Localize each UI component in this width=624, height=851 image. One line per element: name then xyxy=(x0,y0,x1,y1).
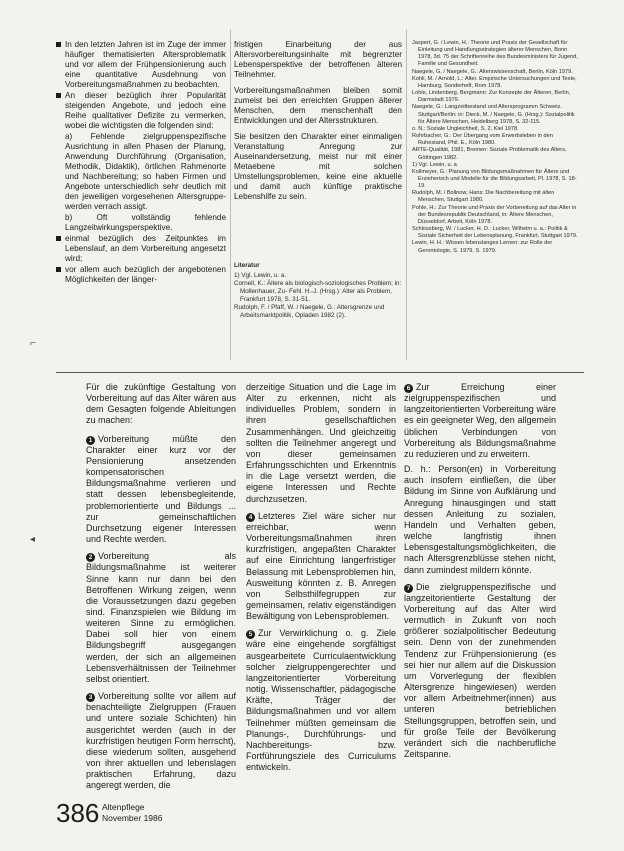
upper-right-references xyxy=(412,40,580,255)
intro-paragraph: Für die zukünftige Gestaltung von Vorbereitung auf das Alter wären aus dem Gesagten folgende Ableitungen zu machen: xyxy=(86,382,236,426)
reference-entry: o. N.: Soziale Ungleichheit, S. 2, Kiel 1978. xyxy=(412,125,519,132)
reference-entry: 1) Vgl. Lewin, u. a. xyxy=(412,161,459,168)
margin-mark: ⌐ xyxy=(30,338,36,349)
numbered-item: 4 Letzteres Ziel wäre sicher nur erreichbar, wenn Vorbereitungsmaßnahmen ihren kurzfristigen, angepaßten Charakter auf eine Einrichtung langerfristiger Belassung mit Lebensproblemen hin, Ausweitung könnten z. B. Anregen von Selbsthilfegruppen zur gemeinsamen, relativ eigenständigen Bewältigung von Lebensproblemen. xyxy=(246,510,396,622)
bullet-item: In den letzten Jahren ist im Zuge der immer häufiger thematisierten Altersproblematik und vor allem der Frühpensionierung auch eine quantitative Ausdehnung von Vorbereitungsmaßnahmen zu beobachten. xyxy=(56,40,226,90)
number-1-icon: 1 xyxy=(86,436,95,445)
literature-block xyxy=(234,262,402,320)
paragraph: fristigen Einarbeitung der aus Altersvorbereitungsinhalte mit begrenzter Lebensperspektive der betroffenen älteren Teilnehmer. xyxy=(234,40,402,79)
reference-entry: Naegele, G. / Naegele, G.: Alterswissenschaft, Berlin, Köln 1979. xyxy=(412,68,573,75)
lower-left-column xyxy=(86,382,236,791)
literature-entry: 1) Vgl. Lewin, u. a. xyxy=(234,272,287,280)
bullet-square-icon xyxy=(56,236,61,241)
literature-heading: Literatur xyxy=(234,262,260,269)
lower-middle-column xyxy=(246,382,396,773)
paragraph: D. h.: Person(en) in Vorbereitung auch insofern einfließen, die über Bildung im Sinne von Aufklärung und Anregung hinausgingen und statt dessen Anleitung zu sozialen, Handeln und Verhalten geben, welche langfristig ihnen Lebensgestaltungsmöglichkeiten, die nach Altersgrenzblüsse stehen nicht, dann zumindest mildern könnte. xyxy=(404,464,556,575)
literature-entry: Cornell, K.: Ältere als biologisch-soziologisches Problem; in: Mollenhauer, Zu- Fehl. H.-J. (Hrsg.): Alter als Problem, Frankfurt 1978, S. 31-51. xyxy=(234,280,402,304)
reference-entry: Pohle, H.: Zur Theorie und Praxis der Vorbereitung auf das Alter in der Bundesrepublik Deutschland, in: Ältere Menschen, Düsseldorf, Arbeit, Köln 1978. xyxy=(412,204,577,225)
paragraph: Vorbereitungsmaßnahmen bleiben somit zumeist bei den erreichten Gruppen älterer Menschen, dem menschenhaft den Entwicklungen und der Altersstrukturen. xyxy=(234,86,402,125)
number-2-icon: 2 xyxy=(86,553,95,562)
sub-item-a: a) Fehlende zielgruppenspezifische Ausrichtung in allen Phasen der Planung, Anwendung Durchführung (Organisation, Methodik, Didaktik), örtlichen Rahmenorte und Nachbereitung; so haben Firmen und Angebote unterschiedlich sehr deutlich mit den jeweiligen vorgesehenen Altersgruppe- werden verrach assigt. xyxy=(65,132,226,211)
numbered-item: 7 Die zielgruppenspezifische und langzeitorientierte Gestaltung der Vorbereitung auf das Alter wird vermutlich in Zukunft von noch größerer sozialpolitischer Bedeutung sein. Denn von der zunehmenden Tendenz zur Frühpensionierung (es sei hier nur allem auf die Diskussion um Vorverlegung der flexiblen Altersgrenze hingewiesen) werden vor allem Arbeitnehmer(innen) aus unteren betrieblichen Stellungsgruppen, betroffen sein, und für große Teile der Bevölkerung verändert sich die nachberufliche Zeitspanne. xyxy=(404,581,556,759)
journal-issue: November 1986 xyxy=(102,812,163,823)
reference-entry: Kollmeyer, G.: Planung von Bildungsmaßnahmen für Ältere und Erzieherisch und Modelle für die Bildungsarbeit, Pl. 1978, S. 18-19. xyxy=(412,168,577,190)
bullet-item: An dieser bezüglich ihrer Popularität steigenden Angebote, und jedoch eine Reihe qualitativer Defizite zu vermerken, wobei die wichtigsten die folgenden sind: xyxy=(56,91,226,131)
upper-left-column xyxy=(56,40,226,286)
bullet-square-icon xyxy=(56,267,61,272)
paragraph: Sie besitzen den Charakter einer einmaligen Veranstaltung Anregung zur Auseinandersetzung, meist nur mit einer Metaebene mit solchen Umstellungsproblemen, keine eine aktuelle und damit auch künftige praktische Lebenshilfe zu sein. xyxy=(234,132,402,201)
numbered-item: 2 Vorbereitung als Bildungsmaßnahme ist weiterer Sinne kann nur dann bei den Betroffenen Wirkung zeigen, wenn die Voraussetzungen dazu gegeben sind. Finanzspielen wie Bildung im weiteren Sinne zu ermöglichen. Dabei soll hier von einem Bildungsbegriff ausgegangen werden, der sich an allgemeinen Lebensverhältnissen der Teilnehmer selbst orientiert. xyxy=(86,551,236,684)
section-divider xyxy=(56,372,584,373)
number-6-icon: 6 xyxy=(404,384,413,393)
reference-entry: Rudolph, M. / Bollnow, Hans: Die Nachbereitung mit alten Menschen, Stuttgart 1980. xyxy=(412,190,555,204)
reference-entry: Rohrbacher, G.: Der Übergang vom Erwerbsleben in den Ruhestand, Phil. E., Köln 1980. xyxy=(412,133,553,147)
margin-mark: ◂ xyxy=(30,534,36,545)
reference-entry: ARTE-Qualität, 1981, Bremen: Soziale Problematik des Alters, Göttingen 1982. xyxy=(412,147,567,161)
bullet-item: vor allem auch bezüglich der angebotenen Möglichkeiten der länger- xyxy=(56,265,226,285)
bullet-item: einmal bezüglich des Zeitpunktes im Lebenslauf, an dem Vorbereitung angesetzt wird; xyxy=(56,234,226,264)
literature-entry: Rudolph, F. / Pfaff, W. / Naegele, G.: Altersgrenze und Arbeitsmarktpolitik, Opladen 1982 (2). xyxy=(234,304,385,320)
numbered-item: 6 Zur Erreichung einer zielgruppenspezifischen und langzeitorientierten Vorbereitung wäre es ein geeigneter Weg, den allgemein üblichen Verbindungen von Vorbereitung als Bildungsmaßnahme zu reduzieren und zu erweitern. xyxy=(404,382,556,459)
reference-entry: Kohli, M. / Arnold, L.: Alter. Empirische Untersuchungen und Texte, Hamburg, Sonderheft, Rom 1978. xyxy=(412,75,577,89)
numbered-item: 3 Vorbereitung sollte vor allem auf benachteiligte Zielgruppen (Frauen und untere soziale Schichten) hin ausgerichtet werden (auch in der kurzfristigen heutigen Form herrscht), diese wiederum sollten, ausgehend von ihrer aktuellen und lebenslagen praktischen Erfahrung, dazu angeregt werden, die xyxy=(86,691,236,791)
journal-info xyxy=(102,802,162,823)
column-rule xyxy=(406,30,407,360)
reference-entry: Lohle, Lindenberg, Bergmann: Zur Konzepte der Älteren, Berlin, Darmstadt 1979. xyxy=(412,90,571,104)
number-7-icon: 7 xyxy=(404,584,413,593)
page-number: 386 xyxy=(56,798,100,828)
sub-item-b: b) Oft vollständig fehlende Langzeitwirkungsperspektive. xyxy=(65,213,226,232)
number-4-icon: 4 xyxy=(246,513,255,522)
numbered-item: 5 Zur Verwirklichung o. g. Ziele wäre eine eingehende sorgfältigst ausgearbeitete Curriculaentwicklung solcher zielgruppengerechter und langzeitorientierter Vorbereitung notig. Wissenschaftler, pädagogische Kräfte, Träger der Bildungsmaßnahmen und vor allem Teilnehmer müßten gemeinsam die Planungs-, Durchführungs- und Nachbereitungs- bzw. Fortführungsziele des Curriculums entwickeln. xyxy=(246,628,396,773)
journal-name: Altenpflege xyxy=(102,802,145,812)
bullet-square-icon xyxy=(56,42,61,47)
number-5-icon: 5 xyxy=(246,630,255,639)
reference-entry: Lewin, H. H.: Wissen lebenslanges Lernen: zur Rolle der Gerontologie, S. 1979, S. 1979. xyxy=(412,240,553,254)
bullet-square-icon xyxy=(56,93,61,98)
reference-entry: Schlossberg, W. / Lucker, H. D.: Lucker, Wilhelm u. a.: Politik & Soziale Sicherheit der Lebensplanung, Frankfurt, Stuttgart 1979. xyxy=(412,226,578,240)
reference-entry: Naegele, G.: Langzeitbestand und Altersprogramm Schweiz. Stuttgart/Berlin: in: Dieck, M. / Naegele, G. (Hrsg.): Sozialpolitik für Ältere Menschen, Heidelberg 1978, S. 32-115. xyxy=(412,104,575,125)
upper-middle-column xyxy=(234,40,402,203)
number-3-icon: 3 xyxy=(86,693,95,702)
lower-right-column xyxy=(404,382,556,760)
column-rule xyxy=(230,30,231,360)
reference-entry: Jaspert, G. / Lewin, H.: Theorie und Praxis der Gesellschaft für Einleitung und Handlungsstrategien älterer Menschen, Bonn 1978, 3d. 75 der Schriftenreihe des Bundesministers für Jugend, Familie und Gesundheit. xyxy=(412,40,578,68)
paragraph: derzeitige Situation und die Lage im Alter zu erkennen, nicht als individuelles Problem, sondern in ihren gesellschaftlichen Zusammenhängen. Und gleichzeitig sollten die Teilnehmer angeregt und von dieser gemeinsamen Erfahrungsschichten und Erkenntnis in die Lage versetzt werden, die eigene Interessen und Rechte durchzusetzen. xyxy=(246,382,396,504)
numbered-item: 1 Vorbereitung müßte den Charakter einer kurz vor der Pensionierung ansetzenden kompensatorischen Bildungsmaßnahme verlieren und statt dessen lebensbegleitende, problemorientierte und Bildungs ... zur gemeinschaftlichen Durchsetzung eigener Interessen und Rechte werden. xyxy=(86,433,236,545)
